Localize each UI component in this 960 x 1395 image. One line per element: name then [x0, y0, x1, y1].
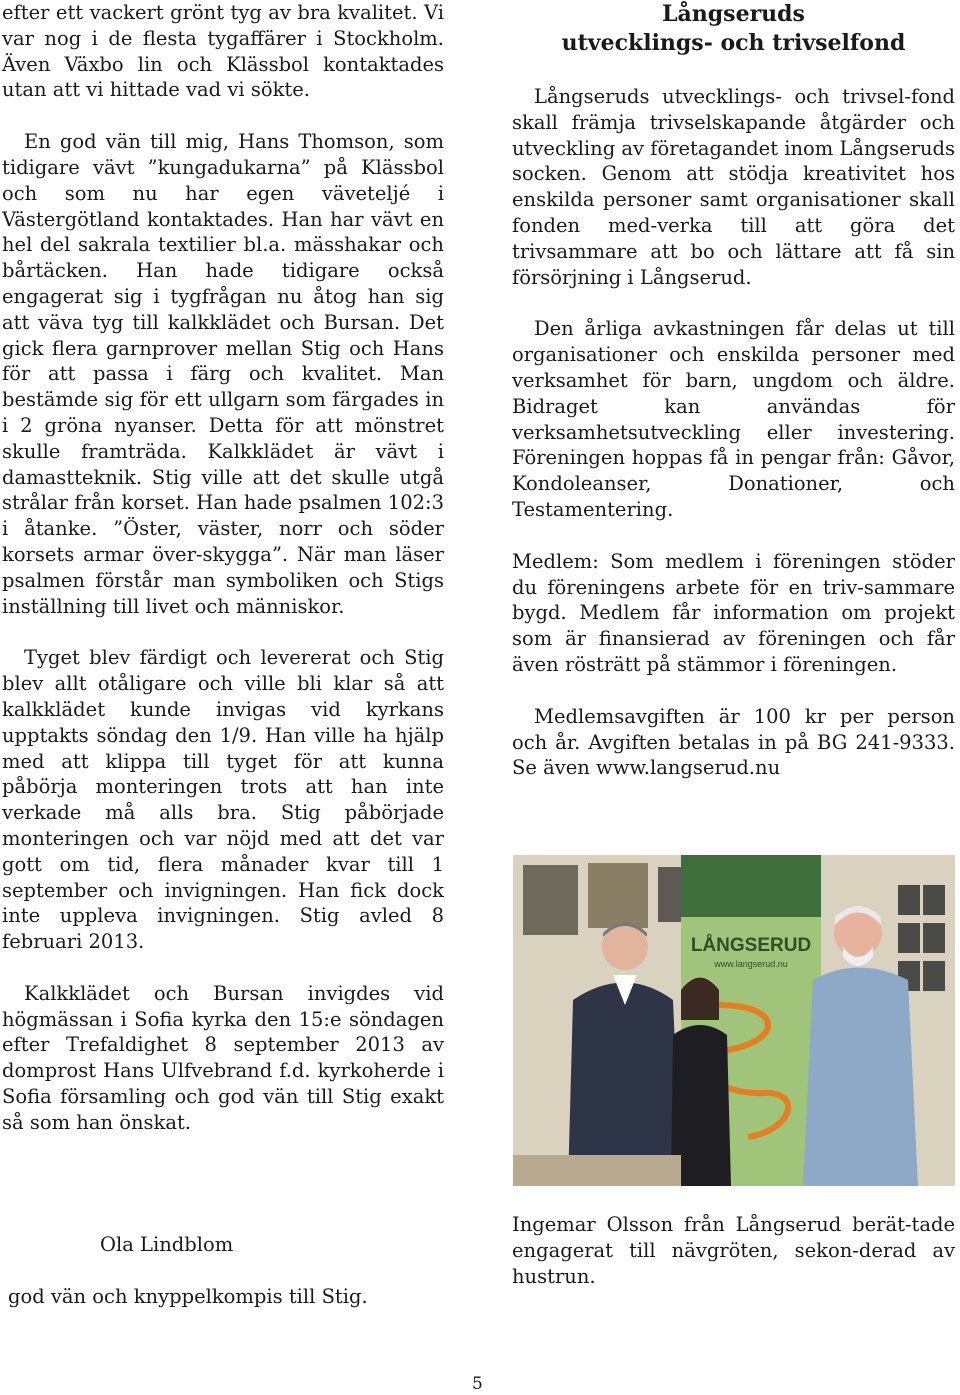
fund-heading-line1: Långseruds: [662, 1, 805, 27]
right-paragraph-2: Den årliga avkastningen får delas ut till organisationer och enskilda personer med verksamhet för barn, ungdom och äldre. Bidraget kan användas för verksamhetsutveckling eller investering. Föreningen hoppas få in pengar från: Gåvor, Kondoleanser, Donationer, och Testamentering.: [512, 317, 955, 521]
left-column: [2, 0, 444, 1136]
left-paragraph-1: efter ett vackert grönt tyg av bra kvalitet. Vi var nog i de flesta tygaffärer i Stockholm. Även Växbo lin och Klässbol kontaktades utan att vi hittade vad vi sökte.: [2, 1, 444, 102]
banner-url: www.langserud.nu: [714, 959, 788, 969]
left-paragraph-4: Kalkklädet och Bursan invigdes vid högmässan i Sofia kyrka den 15:e söndagen efter Trefaldighet 8 september 2013 av domprost Hans Ulfvebrand f.d. kyrkoherde i Sofia församling och god vän till Stig exakt så som han önskat.: [2, 981, 444, 1134]
right-paragraph-3: Medlem: Som medlem i föreningen stöder du föreningens arbete för en triv-sammare bygd. Medlem får information om projekt som är finansierad av föreningen och får även rösträtt på stämmor i föreningen.: [512, 549, 955, 676]
right-paragraph-4: Medlemsavgiften är 100 kr per person och år. Avgiften betalas in på BG 241-9333. Se även www.langserud.nu: [512, 704, 955, 780]
right-column: [512, 0, 955, 781]
photo-illustration: [513, 855, 955, 1186]
fund-heading-line2: utvecklings- och trivselfond: [561, 30, 906, 56]
photo-caption: Ingemar Olsson från Långserud berät-tade engagerat till nävgröten, sekon-derad av hustrun.: [512, 1213, 955, 1288]
right-paragraph-1: Långseruds utvecklings- och trivsel-fond skall främja trivselskapande åtgärder och utveckling av företagandet inom Långseruds socken. Genom att stödja kreativitet hos enskilda personer samt organisationer skall fonden med-verka till att göra det trivsammare att bo och lättare att få sin försörjning i Långserud.: [512, 85, 956, 289]
banner-title: LÅNGSERUD: [690, 935, 812, 956]
left-paragraph-2: En god vän till mig, Hans Thomson, som tidigare vävt ”kungadukarna” på Klässbol och som nu har egen väveteljé i Västergötland kontaktades. Han har vävt en hel del sakrala textilier bl.a. mässhakar och bårtäcken. Han hade tidigare också engagerat sig i tygfrågan nu åtog han sig att väva tyg till kalkklädet och Bursan. Det gick flera garnprover mellan Stig och Hans för att passa i färg och kvalitet. Man bestämde sig för ett ullgarn som färgades in i 2 gröna nyanser. Detta för att mönstret skulle framträda. Kalkklädet är vävt i damastteknik. Stig ville att det skulle utgå strålar från korset. Han hade psalmen 102:3 i åtanke. ”Öster, väster, norr och söder korsets armar över-skygga”. När man läser psalmen förstår man symboliken och Stigs inställning till livet och människor.: [2, 130, 444, 618]
left-paragraph-3: Tyget blev färdigt och levererat och Stig blev allt otåligare och ville bli klar så att kalkklädet kunde invigas vid kyrkans upptakts söndag den 1/9. Han ville ha hjälp med att klippa till tyget för att kunna påbörja monteringen trots att han inte verkade må alls bra. Stig påbörjade monteringen och var nöjd med att det var gott om tid, flera månader kvar till 1 september och invigningen. Han fick dock inte uppleva invigningen. Stig avled 8 februari 2013.: [2, 646, 444, 954]
event-photo: [513, 855, 955, 1186]
page-number: 5: [472, 1374, 483, 1394]
signature-name: Ola Lindblom: [100, 1233, 234, 1256]
signature-description: god vän och knyppelkompis till Stig.: [8, 1285, 368, 1308]
